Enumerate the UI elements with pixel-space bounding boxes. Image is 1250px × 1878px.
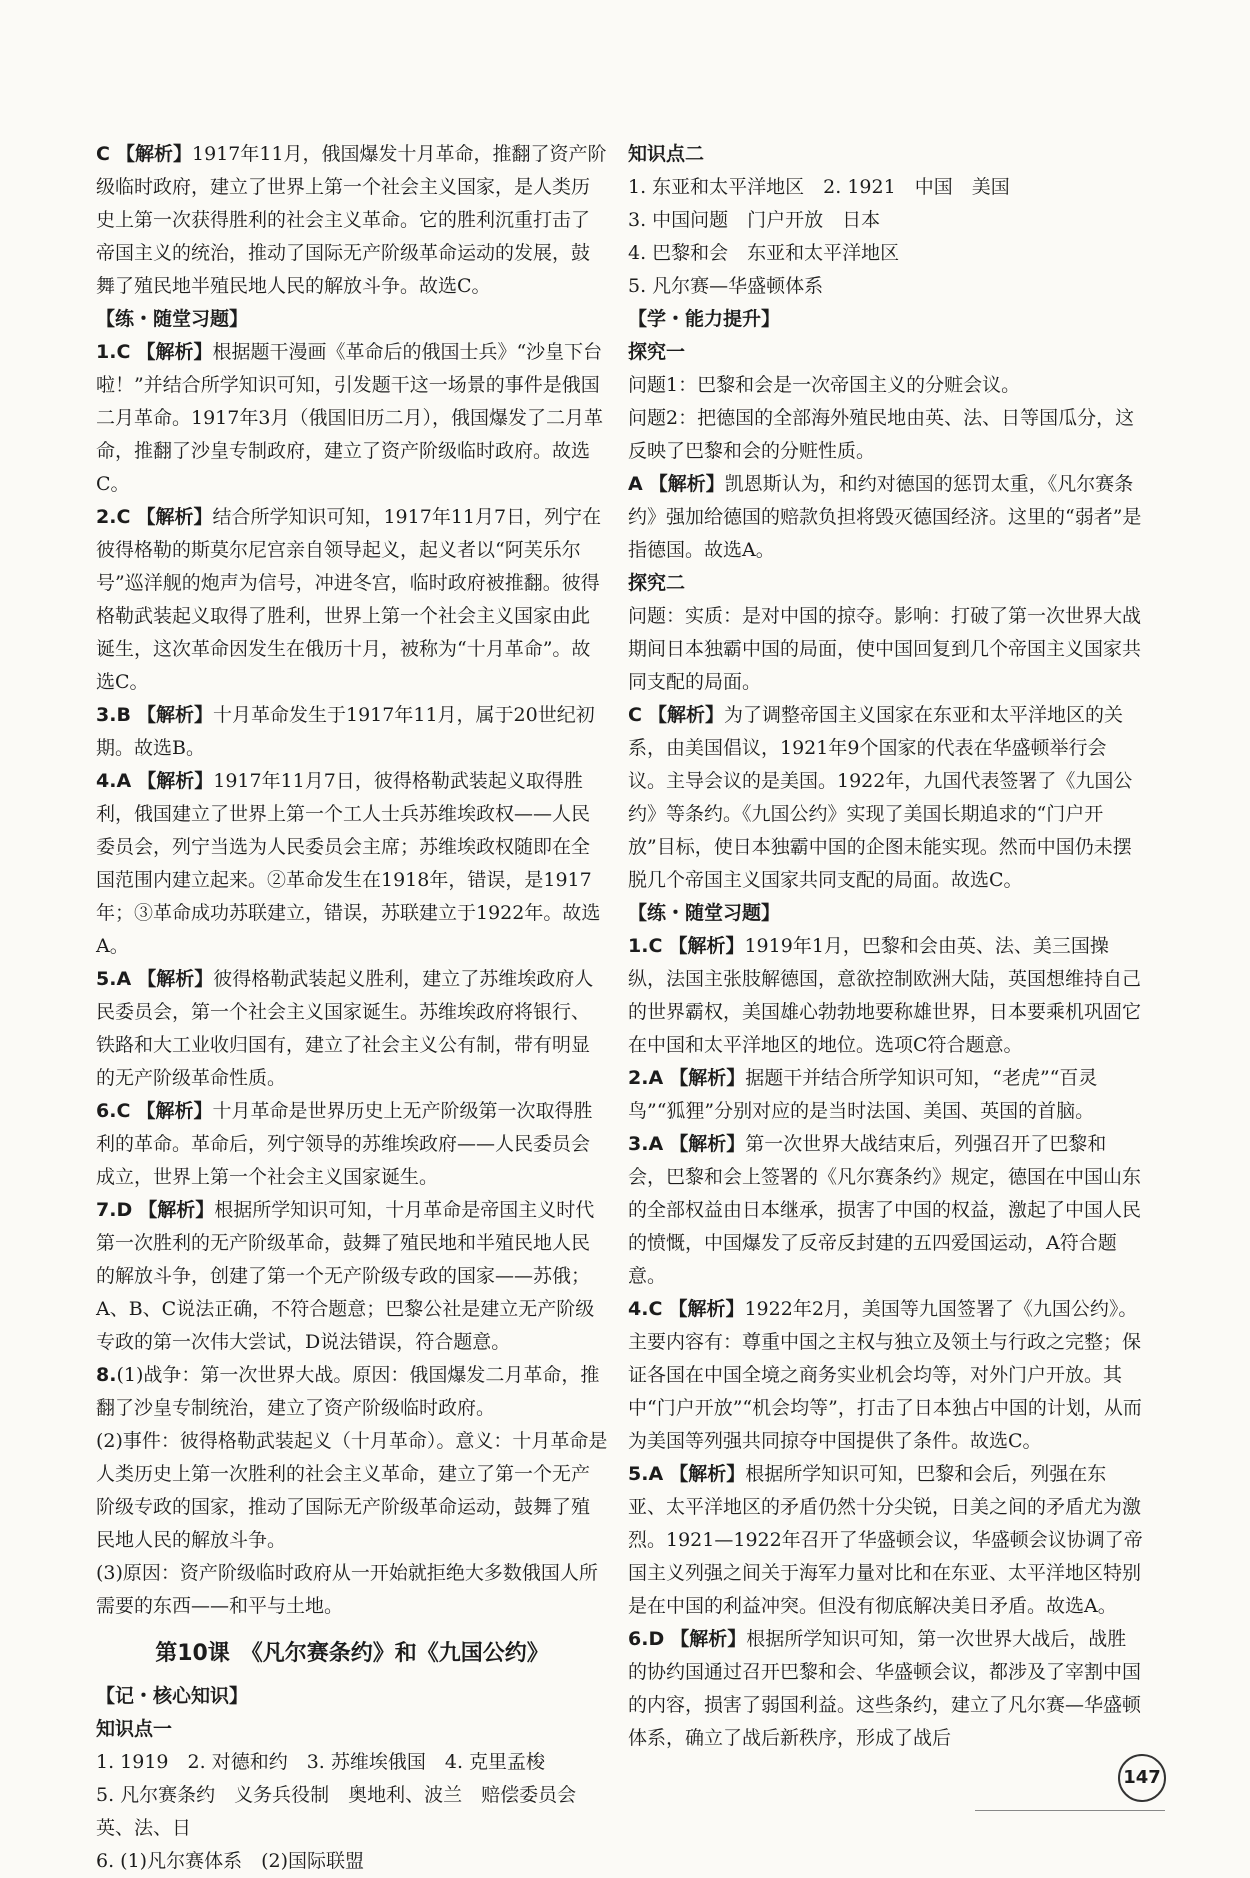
analysis-text: 结合所学知识可知，1917年11月7日，列宁在彼得格勒的斯莫尔尼宫亲自领导起义，起义者以“阿芙乐尔号”巡洋舰的炮声为信号，冲进冬宫，临时政府被推翻。彼得格勒武装起义取得了胜利，世界上第一个社会主义国家由此诞生，这次革命因发生在俄历十月，被称为“十月革命”。故选C。	[96, 506, 602, 693]
answer-letter: D	[116, 1199, 133, 1221]
question-5	[96, 963, 608, 1095]
explore-1-question-1: 问题1：巴黎和会是一次帝国主义的分赃会议。	[628, 374, 1021, 396]
knowledge-point-line: 5. 凡尔赛条约 义务兵役制 奥地利、波兰 赔偿委员会 英、法、日	[96, 1784, 596, 1839]
analysis-tag: 【解析】	[668, 1298, 745, 1320]
analysis-tag: 【解析】	[136, 1100, 213, 1122]
analysis-text: 根据所学知识可知，第一次世界大战后，战胜的协约国通过召开巴黎和会、华盛顿会议，都涉及了宰割中国的内容，损害了弱国利益。这些条约，建立了凡尔赛—华盛顿体系，确立了战后新秩序，形成了战后	[628, 1628, 1142, 1749]
analysis-text: 凯恩斯认为，和约对德国的惩罚太重，《凡尔赛条约》强加给德国的赔款负担将毁灭德国经济。这里的“弱者”是指德国。故选A。	[628, 473, 1142, 561]
answer-letter: A	[648, 1133, 664, 1155]
analysis-tag: 【解析】	[670, 1628, 747, 1650]
section-heading-ability: 【学・能力提升】	[628, 308, 781, 330]
analysis-tag: 【解析】	[648, 704, 725, 726]
analysis-text: 十月革命发生于1917年11月，属于20世纪初期。故选B。	[96, 704, 595, 759]
section-heading-core-knowledge: 【记・核心知识】	[96, 1685, 249, 1707]
answer-letter: C	[648, 1298, 663, 1320]
question-4	[96, 765, 608, 963]
explore-1-question-2: 问题2：把德国的全部海外殖民地由英、法、日等国瓜分，这反映了巴黎和会的分赃性质。	[628, 407, 1135, 462]
question-1	[628, 930, 1143, 1062]
question-8	[96, 1359, 608, 1623]
explore-2-title: 探究二	[628, 572, 686, 594]
analysis-tag: 【解析】	[137, 770, 214, 792]
answer-letter: A	[648, 1067, 664, 1089]
explore-1-answer	[628, 468, 1143, 567]
analysis-tag: 【解析】	[137, 968, 214, 990]
question-number: 7.	[96, 1199, 117, 1221]
answer-letter: A	[648, 1463, 664, 1485]
question-7	[96, 1194, 608, 1359]
analysis-tag: 【解析】	[669, 1133, 746, 1155]
question-6	[96, 1095, 608, 1194]
section-heading-practice: 【练・随堂习题】	[96, 308, 249, 330]
analysis-tag: 【解析】	[136, 704, 213, 726]
question-3	[628, 1128, 1143, 1293]
answer-letter: D	[648, 1628, 665, 1650]
analysis-text: 十月革命是世界历史上无产阶级第一次取得胜利的革命。革命后，列宁领导的苏维埃政府——人民委员会成立，世界上第一个社会主义国家诞生。	[96, 1100, 593, 1188]
question-2	[628, 1062, 1143, 1128]
lesson-title: 第10课 《凡尔赛条约》和《九国公约》	[155, 1641, 549, 1666]
analysis-text: 据题干并结合所学知识可知，“老虎”“百灵鸟”“狐狸”分别对应的是当时法国、美国、英国的首脑。	[628, 1067, 1098, 1122]
knowledge-point-line: 3. 中国问题 门户开放 日本	[628, 209, 881, 231]
left-column	[96, 138, 608, 1878]
question-number: 1.	[96, 341, 117, 363]
knowledge-point-2-title: 知识点二	[628, 143, 705, 165]
analysis-tag: 【解析】	[138, 1199, 215, 1221]
section-heading-practice: 【练・随堂习题】	[628, 902, 781, 924]
knowledge-point-line: 4. 巴黎和会 东亚和太平洋地区	[628, 242, 900, 264]
analysis-text: 彼得格勒武装起义胜利，建立了苏维埃政府人民委员会，第一个社会主义国家诞生。苏维埃政府将银行、铁路和大工业收归国有，建立了社会主义公有制，带有明显的无产阶级革命性质。	[96, 968, 594, 1089]
knowledge-point-1-title: 知识点一	[96, 1718, 173, 1740]
answer-part-3: (3)原因：资产阶级临时政府从一开始就拒绝大多数俄国人所需要的东西——和平与土地。	[96, 1562, 598, 1617]
question-number: 5.	[628, 1463, 649, 1485]
question-3	[96, 699, 608, 765]
answer-letter: C	[648, 935, 663, 957]
analysis-text: 1919年1月，巴黎和会由英、法、美三国操纵，法国主张肢解德国，意欲控制欧洲大陆，英国想维持自己的世界霸权，美国雄心勃勃地要称雄世界，日本要乘机巩固它在中国和太平洋地区的地位。选项C符合题意。	[628, 935, 1142, 1056]
question-5	[628, 1458, 1143, 1623]
question-number: 6.	[628, 1628, 649, 1650]
answer-letter: C	[116, 1100, 131, 1122]
question-number: 3.	[628, 1133, 649, 1155]
analysis-text: 第一次世界大战结束后，列强召开了巴黎和会，巴黎和会上签署的《凡尔赛条约》规定，德国在中国山东的全部权益由日本继承，损害了中国的权益，激起了中国人民的愤慨，中国爆发了反帝反封建的五四爱国运动，A符合题意。	[628, 1133, 1142, 1287]
intro-answer	[96, 138, 608, 303]
explore-2-question: 问题：实质：是对中国的掠夺。影响：打破了第一次世界大战期间日本独霸中国的局面，使中国回复到几个帝国主义国家共同支配的局面。	[628, 605, 1142, 693]
question-number: 2.	[96, 506, 117, 528]
answer-letter: A	[628, 473, 643, 495]
question-number: 4.	[628, 1298, 649, 1320]
question-number: 4.	[96, 770, 117, 792]
analysis-text: 1922年2月，美国等九国签署了《九国公约》。主要内容有：尊重中国之主权与独立及领土与行政之完整；保证各国在中国全境之商务实业机会均等，对外门户开放。其中“门户开放”“机会均等”，打击了日本独占中国的计划，从而为美国等列强共同掠夺中国提供了条件。故选C。	[628, 1298, 1142, 1452]
analysis-tag: 【解析】	[648, 473, 725, 495]
knowledge-point-line: 1. 东亚和太平洋地区 2. 1921 中国 美国	[628, 176, 1010, 198]
answer-letter: C	[116, 341, 131, 363]
question-number: 8.	[96, 1364, 117, 1386]
analysis-tag: 【解析】	[669, 1463, 746, 1485]
analysis-tag: 【解析】	[116, 143, 193, 165]
knowledge-point-line: 5. 凡尔赛—华盛顿体系	[628, 275, 824, 297]
knowledge-point-line: 1. 1919 2. 对德和约 3. 苏维埃俄国 4. 克里孟梭	[96, 1751, 546, 1773]
page-footer-rule	[975, 1810, 1165, 1811]
answer-letter: A	[116, 770, 132, 792]
page-number: 147	[1118, 1754, 1166, 1802]
knowledge-point-line: 6. (1)凡尔赛体系 (2)国际联盟	[96, 1850, 364, 1872]
analysis-text: 根据所学知识可知，十月革命是帝国主义时代第一次胜利的无产阶级革命，鼓舞了殖民地和半殖民地人民的解放斗争，创建了第一个无产阶级专政的国家——苏俄；A、B、C说法正确，不符合题意；巴黎公社是建立无产阶级专政的第一次伟大尝试，D说法错误，符合题意。	[96, 1199, 595, 1353]
question-number: 3.	[96, 704, 117, 726]
question-2	[96, 501, 608, 699]
question-number: 6.	[96, 1100, 117, 1122]
explore-1-title: 探究一	[628, 341, 686, 363]
answer-letter: C	[96, 143, 110, 165]
question-number: 5.	[96, 968, 117, 990]
question-4	[628, 1293, 1143, 1458]
answer-letter: C	[116, 506, 131, 528]
analysis-tag: 【解析】	[136, 506, 213, 528]
analysis-text: 根据题干漫画《革命后的俄国士兵》“沙皇下台啦！”并结合所学知识可知，引发题干这一场景的事件是俄国二月革命。1917年3月（俄国旧历二月），俄国爆发了二月革命，推翻了沙皇专制政府，建立了资产阶级临时政府。故选C。	[96, 341, 603, 495]
analysis-text: 为了调整帝国主义国家在东亚和太平洋地区的关系，由美国倡议，1921年9个国家的代表在华盛顿举行会议。主导会议的是美国。1922年，九国代表签署了《九国公约》等条约。《九国公约》实现了美国长期追求的“门户开放”目标，使日本独霸中国的企图未能实现。然而中国仍未摆脱几个帝国主义国家共同支配的局面。故选C。	[628, 704, 1133, 891]
analysis-tag: 【解析】	[669, 1067, 746, 1089]
question-1	[96, 336, 608, 501]
question-number: 2.	[628, 1067, 649, 1089]
question-number: 1.	[628, 935, 649, 957]
answer-letter: A	[116, 968, 132, 990]
answer-part-2: (2)事件：彼得格勒武装起义（十月革命）。意义：十月革命是人类历史上第一次胜利的社会主义革命，建立了第一个无产阶级专政的国家，推动了国际无产阶级革命运动，鼓舞了殖民地人民的解放斗争。	[96, 1430, 608, 1551]
answer-letter: B	[116, 704, 131, 726]
answer-letter: C	[628, 704, 642, 726]
answer-part-1: (1)战争：第一次世界大战。原因：俄国爆发二月革命，推翻了沙皇专制统治，建立了资产阶级临时政府。	[96, 1364, 600, 1419]
explore-2-answer	[628, 699, 1143, 897]
analysis-text: 1917年11月7日，彼得格勒武装起义取得胜利，俄国建立了世界上第一个工人士兵苏维埃政权——人民委员会，列宁当选为人民委员会主席；苏维埃政权随即在全国范围内建立起来。②革命发生在1918年，错误，是1917年；③革命成功苏联建立，错误，苏联建立于1922年。故选A。	[96, 770, 601, 957]
analysis-text: 1917年11月，俄国爆发十月革命，推翻了资产阶级临时政府，建立了世界上第一个社会主义国家，是人类历史上第一次获得胜利的社会主义革命。它的胜利沉重打击了帝国主义的统治，推动了国际无产阶级革命运动的发展，鼓舞了殖民地半殖民地人民的解放斗争。故选C。	[96, 143, 607, 297]
question-6	[628, 1623, 1143, 1755]
analysis-text: 根据所学知识可知，巴黎和会后，列强在东亚、太平洋地区的矛盾仍然十分尖锐，日美之间的矛盾尤为激烈。1921—1922年召开了华盛顿会议，华盛顿会议协调了帝国主义列强之间关于海军力量对比和在东亚、太平洋地区特别是在中国的利益冲突。但没有彻底解决美日矛盾。故选A。	[628, 1463, 1143, 1617]
right-column	[628, 138, 1143, 1755]
analysis-tag: 【解析】	[136, 341, 213, 363]
analysis-tag: 【解析】	[668, 935, 745, 957]
